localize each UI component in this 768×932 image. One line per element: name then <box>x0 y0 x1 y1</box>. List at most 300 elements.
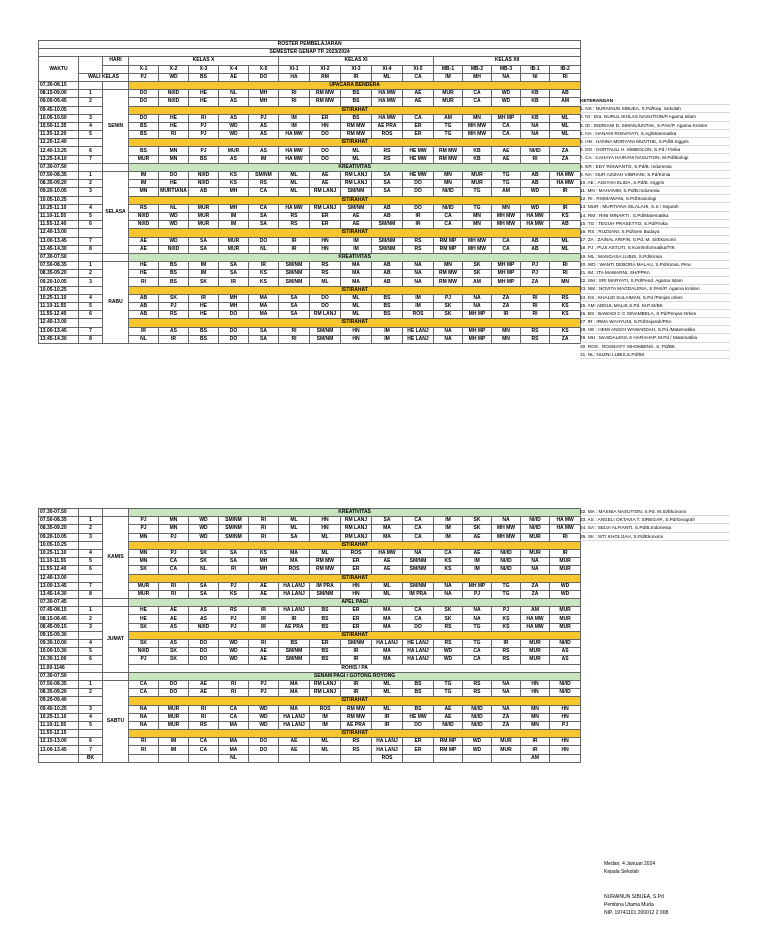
subject-code: MA <box>279 549 310 557</box>
subject-code: MA <box>219 721 249 729</box>
subject-code: IR <box>521 738 550 746</box>
subject-code: AS <box>219 114 249 122</box>
subject-code: IR <box>403 221 434 229</box>
subject-code: IR <box>550 549 581 557</box>
subject-code: NI/ID <box>492 558 521 566</box>
subject-code: DO <box>189 640 219 648</box>
subject-code: HA LANJ <box>279 607 310 615</box>
subject-code: MA <box>249 294 279 302</box>
subject-code: RS <box>249 180 279 188</box>
subject-code: ER <box>310 640 341 648</box>
subject-code: BS <box>310 607 341 615</box>
subject-code: WD <box>492 90 521 98</box>
subject-code: MUR <box>463 172 492 180</box>
signature-name: NURAINUN SIBUEA, S.Pd <box>604 893 664 900</box>
subject-code: IM <box>129 172 159 180</box>
subject-code: RI <box>159 131 189 139</box>
subject-code: AE <box>372 558 403 566</box>
subject-code: RI <box>159 582 189 590</box>
subject-code: MUR <box>521 640 550 648</box>
time-cell: 09.20-10.05 <box>39 278 79 286</box>
teacher-legend-item: 4. HA : HANANI RISNAYATI, S.Ag/Matematika <box>580 130 730 138</box>
subject-code: RI <box>249 533 279 541</box>
subject-code: AE <box>403 90 434 98</box>
subject-code: RM MP <box>434 746 463 754</box>
subject-code: AB <box>521 180 550 188</box>
subject-code: HA LANJ <box>372 640 403 648</box>
time-cell: 11.55-12.40 <box>39 221 79 229</box>
subject-code: MUR <box>492 738 521 746</box>
subject-code: HN <box>310 517 341 525</box>
teacher-legend-item: 30. ROS : ROSNIATY SIHOMBING, S. Pd/BK <box>580 343 730 351</box>
teacher-legend-item: 9. NA : NUR AZIZAH VIBRIANI, S.Pd/Kimia <box>580 171 730 179</box>
subject-code: SA <box>372 180 403 188</box>
subject-code: AB <box>372 270 403 278</box>
subject-code: DO <box>403 623 434 631</box>
les-number: 1 <box>79 262 103 270</box>
subject-code: IR <box>249 262 279 270</box>
subject-code: CA <box>434 221 463 229</box>
subject-code: DO <box>403 204 434 212</box>
subject-code: SK <box>434 615 463 623</box>
subject-code: NA <box>492 680 521 688</box>
subject-code: KB <box>463 155 492 163</box>
subject-code: MUR <box>434 98 463 106</box>
subject-code: WD <box>219 648 249 656</box>
subject-code: MH <box>249 566 279 574</box>
subject-code: RM MW <box>434 147 463 155</box>
subject-code: RS <box>189 721 219 729</box>
subject-code: ML <box>372 680 403 688</box>
les-number: 1 <box>79 90 103 98</box>
subject-code: MH MW <box>492 212 521 220</box>
subject-code: SK <box>159 294 189 302</box>
subject-code: CA <box>219 705 249 713</box>
subject-code: IR <box>341 648 372 656</box>
subject-code: MUR <box>521 533 550 541</box>
subject-code: CA <box>434 549 463 557</box>
subject-code: AM <box>521 607 550 615</box>
subject-code: NA <box>434 335 463 343</box>
subject-code: NA <box>403 270 434 278</box>
subject-code: KS <box>550 327 581 335</box>
subject-code: RI <box>521 311 550 319</box>
schedule-bottom <box>38 508 581 763</box>
les-blank <box>79 672 103 680</box>
subject-code: SM/NM <box>219 517 249 525</box>
subject-code: KS <box>492 623 521 631</box>
time-cell: 07.30-07.45 <box>39 599 79 607</box>
teacher-legend-item: 25. AM: ABDUL MALIK,S.Pd. M.P.SI/BK <box>580 302 730 310</box>
subject-code: ML <box>279 172 310 180</box>
teacher-legend-item: 14. RM : RINI MINARTI , S.Pd/Matematika <box>580 212 730 220</box>
day-blank <box>103 81 129 89</box>
subject-code: SA <box>279 311 310 319</box>
subject-code: SM/NM <box>341 188 372 196</box>
subject-code: AE <box>249 590 279 598</box>
subject-code: PJ <box>129 525 159 533</box>
time-cell: 13.00-13.45 <box>39 237 79 245</box>
subject-code: PJ <box>159 549 189 557</box>
subject-code: RS <box>521 335 550 343</box>
subject-code: HA MW <box>550 517 581 525</box>
subject-code: WD <box>159 221 189 229</box>
subject-code: HA MW <box>279 155 310 163</box>
subject-code: SA <box>189 582 219 590</box>
subject-code: IM <box>159 746 189 754</box>
subject-code: BS <box>372 311 403 319</box>
subject-code: PJ <box>129 517 159 525</box>
teacher-legend-item: 15. TG : TEGUH PRASETYO, S.Pd/Fisika <box>580 220 730 228</box>
subject-code: AB <box>372 262 403 270</box>
subject-code: RS <box>463 680 492 688</box>
subject-code: AB <box>521 237 550 245</box>
subject-code: SA <box>249 327 279 335</box>
waktu-header: WAKTU <box>39 57 79 82</box>
subject-code: TG <box>434 680 463 688</box>
subject-code: AE PRA <box>341 721 372 729</box>
wali-code: BS <box>189 73 219 81</box>
activity-banner: KREATIVITAS <box>129 163 581 171</box>
subject-code: IR <box>341 689 372 697</box>
time-cell: 11.55-12.15 <box>39 730 79 738</box>
subject-code: MN <box>434 262 463 270</box>
time-cell: 09.00-09.45 <box>39 98 79 106</box>
subject-code: AM <box>521 754 550 762</box>
time-cell: 11.55-12.40 <box>39 566 79 574</box>
subject-code: KB <box>521 90 550 98</box>
subject-code: BS <box>129 147 159 155</box>
subject-code: WD <box>463 738 492 746</box>
wali-code: AE <box>219 73 249 81</box>
subject-code: RM LANJ <box>341 172 372 180</box>
time-cell: 13.25-14.10 <box>39 155 79 163</box>
subject-code: RI <box>189 114 219 122</box>
subject-code: NI/ID <box>434 721 463 729</box>
les-number: 3 <box>79 623 103 631</box>
subject-code: HA LANJ <box>403 648 434 656</box>
subject-code: MH <box>219 188 249 196</box>
time-cell: 09.20-10.05 <box>39 188 79 196</box>
subject-code: NL <box>189 566 219 574</box>
subject-code: BS <box>159 262 189 270</box>
les-number: 3 <box>79 705 103 713</box>
keterangan-panel-continued <box>580 508 730 541</box>
wali-code: RM <box>310 73 341 81</box>
subject-code: PJ <box>219 582 249 590</box>
time-cell: 08.15-08.45 <box>39 615 79 623</box>
time-cell: 10.05-10.25 <box>39 196 79 204</box>
subject-code: NL <box>219 90 249 98</box>
teacher-legend-item: 20. WD : WANTI DEBORA MALAU, S.Pd/Kimia, PKw <box>580 261 730 269</box>
subject-code: MA <box>372 615 403 623</box>
time-cell: 13.45-14.30 <box>39 590 79 598</box>
time-cell: 11.10-11.55 <box>39 558 79 566</box>
subject-code: AE <box>129 237 159 245</box>
subject-code: RS <box>521 327 550 335</box>
subject-code: NI/ID <box>434 188 463 196</box>
subject-code: SM/NM <box>219 525 249 533</box>
subject-code: AS <box>159 327 189 335</box>
subject-code: DO <box>249 738 279 746</box>
subject-code: IM <box>463 558 492 566</box>
les-blank <box>79 697 103 705</box>
subject-code: IM <box>310 713 341 721</box>
les-number: 8 <box>79 245 103 253</box>
subject-code: RI <box>129 278 159 286</box>
subject-code: SA <box>372 517 403 525</box>
subject-code: ML <box>550 237 581 245</box>
subject-code: PJ <box>219 623 249 631</box>
subject-code: PJ <box>434 294 463 302</box>
subject-code: HN <box>310 525 341 533</box>
subject-code: IR <box>159 335 189 343</box>
subject-code: IR <box>521 746 550 754</box>
subject-code: AS <box>159 640 189 648</box>
les-blank <box>79 81 103 89</box>
subject-code: ZA <box>550 335 581 343</box>
subject-code: RI <box>550 533 581 541</box>
subject-code: MUR <box>189 212 219 220</box>
wali-code: CA <box>403 73 434 81</box>
subject-code: WD <box>249 713 279 721</box>
subject-code: RS <box>279 221 310 229</box>
subject-code: CA <box>159 566 189 574</box>
subject-code: AE <box>492 155 521 163</box>
subject-code: DO <box>249 237 279 245</box>
subject-code: MH <box>249 98 279 106</box>
subject-code: ML <box>279 188 310 196</box>
subject-code: NI/ID <box>463 713 492 721</box>
les-blank <box>79 106 103 114</box>
roster-subtitle: SEMESTER GENAP TP. 2023/2024 <box>39 49 581 57</box>
activity-banner: APEL PAGI <box>129 599 581 607</box>
subject-code: NL <box>129 335 159 343</box>
time-cell: 10.25-11.10 <box>39 294 79 302</box>
istirahat-banner: ISTIRAHAT <box>129 106 581 114</box>
subject-code: BS <box>403 689 434 697</box>
subject-code: MA <box>279 680 310 688</box>
subject-code: RI <box>189 705 219 713</box>
subject-code: ZA <box>521 582 550 590</box>
subject-code: NI/ID <box>189 180 219 188</box>
subject-code: IM <box>372 335 403 343</box>
class-header-mb-3: MB-3 <box>492 65 521 73</box>
subject-code: CA <box>492 131 521 139</box>
subject-code: HN <box>521 689 550 697</box>
subject-code: NA <box>521 122 550 130</box>
les-number: 7 <box>79 237 103 245</box>
subject-code: AS <box>249 147 279 155</box>
subject-code: NI/ID <box>550 680 581 688</box>
subject-code: MH MP <box>463 311 492 319</box>
subject-code: ER <box>341 558 372 566</box>
subject-code: DO <box>310 131 341 139</box>
subject-code: BS <box>189 327 219 335</box>
wali-code: NI <box>521 73 550 81</box>
les-number: 7 <box>79 746 103 754</box>
les-blank <box>79 730 103 738</box>
subject-code: KS <box>219 172 249 180</box>
les-number: 4 <box>79 204 103 212</box>
subject-code: ZA <box>550 155 581 163</box>
subject-code: KB <box>463 147 492 155</box>
subject-code: MN <box>492 335 521 343</box>
subject-code: ER <box>341 566 372 574</box>
teacher-legend-item: 21. IM : ITA MAWARNI, SH/PPKn <box>580 269 730 277</box>
subject-code: ML <box>372 689 403 697</box>
subject-code: RI <box>189 713 219 721</box>
subject-code: BS <box>279 640 310 648</box>
subject-code: MN <box>463 114 492 122</box>
subject-code: BS <box>341 98 372 106</box>
subject-code: MUR <box>129 590 159 598</box>
subject-code: KS <box>550 212 581 220</box>
subject-code: AE <box>159 607 189 615</box>
subject-code: RI <box>219 689 249 697</box>
subject-code: KS <box>249 549 279 557</box>
subject-code: MA <box>249 311 279 319</box>
subject-code: NA <box>463 615 492 623</box>
subject-code: SM/NM <box>403 566 434 574</box>
subject-code: HN <box>310 237 341 245</box>
subject-code: HE <box>129 262 159 270</box>
subject-code: RI <box>279 98 310 106</box>
subject-code: IM <box>279 114 310 122</box>
subject-code: WD <box>249 721 279 729</box>
les-number: 8 <box>79 590 103 598</box>
subject-code: MH MP <box>492 262 521 270</box>
subject-code: RM LANJ <box>310 689 341 697</box>
subject-code: HA MW <box>372 98 403 106</box>
subject-code: MUR <box>189 204 219 212</box>
schedule-top <box>38 40 581 344</box>
istirahat-banner: ISTIRAHAT <box>129 196 581 204</box>
les-number: 3 <box>79 533 103 541</box>
lesson-row <box>39 517 581 525</box>
subject-code: DO <box>189 648 219 656</box>
les-number: 7 <box>79 582 103 590</box>
les-number: 4 <box>79 122 103 130</box>
subject-code: PJ <box>249 114 279 122</box>
subject-code: ML <box>372 582 403 590</box>
subject-code: MUR <box>550 558 581 566</box>
subject-code: CA <box>403 533 434 541</box>
subject-code: IR <box>550 204 581 212</box>
subject-code: SK <box>463 525 492 533</box>
subject-code: IM PRA <box>403 590 434 598</box>
subject-code: RM LANJ <box>341 533 372 541</box>
subject-code: ML <box>279 180 310 188</box>
subject-code <box>341 754 372 762</box>
subject-code: WD <box>550 590 581 598</box>
subject-code: MH MW <box>492 525 521 533</box>
subject-code: ML <box>279 525 310 533</box>
subject-code: MA <box>219 746 249 754</box>
subject-code: TG <box>463 640 492 648</box>
subject-code: AB <box>372 204 403 212</box>
subject-code: SA <box>279 533 310 541</box>
subject-code <box>249 754 279 762</box>
subject-code: HE MW <box>403 147 434 155</box>
subject-code: HA MW <box>521 615 550 623</box>
time-cell: 12.40-13.00 <box>39 229 79 237</box>
subject-code: AB <box>129 311 159 319</box>
subject-code: IM <box>341 237 372 245</box>
subject-code: RM MW <box>434 155 463 163</box>
subject-code: AE PRA <box>372 122 403 130</box>
subject-code: BS <box>341 114 372 122</box>
time-cell: 07.30-07.50 <box>39 253 79 261</box>
subject-code: PJ <box>189 147 219 155</box>
subject-code: AM <box>434 114 463 122</box>
time-cell: 10.50-11.35 <box>39 122 79 130</box>
subject-code: AM <box>492 188 521 196</box>
subject-code: ML <box>341 147 372 155</box>
subject-code: DO <box>249 746 279 754</box>
subject-code: MN <box>129 188 159 196</box>
time-cell: 10.30-11.00 <box>39 656 79 664</box>
les-number: 2 <box>79 615 103 623</box>
subject-code: KB <box>521 98 550 106</box>
les-number: 1 <box>79 172 103 180</box>
subject-code: HE LANJ <box>403 327 434 335</box>
subject-code: MN <box>550 278 581 286</box>
subject-code: WD <box>219 131 249 139</box>
subject-code: ML <box>341 294 372 302</box>
time-cell: 07.30-07.50 <box>39 163 79 171</box>
subject-code: NA <box>129 713 159 721</box>
time-cell: 07.45-08.15 <box>39 607 79 615</box>
les-number: 3 <box>79 278 103 286</box>
subject-code: NA <box>129 721 159 729</box>
lesson-row <box>39 172 581 180</box>
subject-code: DO <box>129 114 159 122</box>
les-number: 7 <box>79 155 103 163</box>
subject-code: AS <box>219 155 249 163</box>
istirahat-banner: ISTIRAHAT <box>129 631 581 639</box>
subject-code: RS <box>492 648 521 656</box>
subject-code: RS <box>403 245 434 253</box>
subject-code: SM/NM <box>341 204 372 212</box>
teacher-legend-item: 26. BS : BAWADI C C SINAMBELA, S.Pd/Penjas-Orkes <box>580 310 730 318</box>
time-cell: 13.45-14.30 <box>39 245 79 253</box>
subject-code: ML <box>310 746 341 754</box>
subject-code: TG <box>434 131 463 139</box>
subject-code: HA LANJ <box>279 721 310 729</box>
subject-code: SK <box>129 640 159 648</box>
les-number: 2 <box>79 525 103 533</box>
time-cell: 12.20-12.40 <box>39 139 79 147</box>
subject-code: ZA <box>492 294 521 302</box>
subject-code: ML <box>372 590 403 598</box>
subject-code: RI <box>249 517 279 525</box>
break-row <box>39 672 581 680</box>
subject-code: MN <box>434 180 463 188</box>
les-number: 2 <box>79 270 103 278</box>
subject-code: IM <box>189 262 219 270</box>
subject-code: RS <box>129 204 159 212</box>
subject-code: AE <box>249 656 279 664</box>
subject-code: AE <box>310 180 341 188</box>
subject-code: WD <box>521 188 550 196</box>
subject-code: SK <box>189 549 219 557</box>
subject-code: MH MW <box>463 237 492 245</box>
subject-code: IR <box>492 640 521 648</box>
subject-code: MA <box>372 656 403 664</box>
subject-code: NI/ID <box>189 172 219 180</box>
subject-code: NA <box>463 294 492 302</box>
